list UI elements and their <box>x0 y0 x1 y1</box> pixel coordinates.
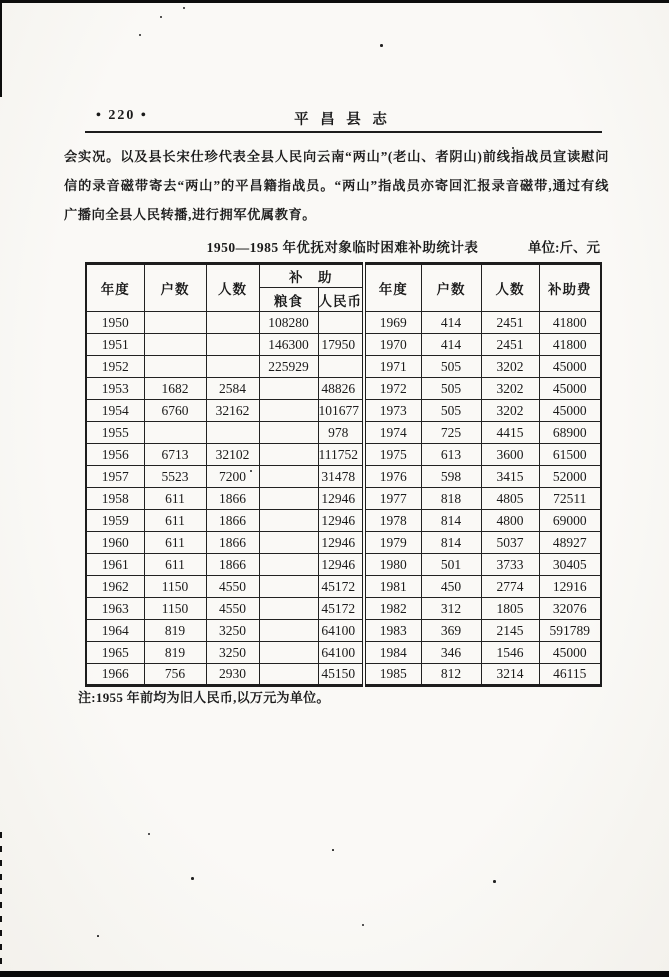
cell-households-left: 611 <box>144 532 206 554</box>
cell-persons-right: 3202 <box>481 356 539 378</box>
cell-subsidy-fee: 12916 <box>539 576 601 598</box>
cell-subsidy-fee: 41800 <box>539 312 601 334</box>
book-title: 平 昌 县 志 <box>294 112 391 128</box>
cell-subsidy-fee: 72511 <box>539 488 601 510</box>
cell-year-right: 1970 <box>364 334 421 356</box>
cell-households-left: 611 <box>144 488 206 510</box>
cell-persons-right: 1546 <box>481 642 539 664</box>
cell-year-right: 1982 <box>364 598 421 620</box>
cell-year-left: 1957 <box>86 466 144 488</box>
cell-year-left: 1951 <box>86 334 144 356</box>
cell-year-right: 1975 <box>364 444 421 466</box>
cell-subsidy-fee: 32076 <box>539 598 601 620</box>
col-header-rmb: 人民币 <box>318 288 364 312</box>
cell-rmb: 64100 <box>318 620 364 642</box>
cell-persons-left <box>206 312 259 334</box>
col-header-persons-right: 人数 <box>481 264 539 312</box>
table-row <box>86 576 601 598</box>
cell-year-left: 1950 <box>86 312 144 334</box>
cell-persons-left: 3250 <box>206 620 259 642</box>
cell-rmb: 12946 <box>318 510 364 532</box>
table-row <box>86 400 601 422</box>
cell-persons-left: 7200 <box>206 466 259 488</box>
col-header-year-right: 年度 <box>364 264 421 312</box>
cell-grain: 146300 <box>259 334 318 356</box>
cell-subsidy-fee: 45000 <box>539 400 601 422</box>
paragraph-line: 广播向全县人民转播,进行拥军优属教育。 <box>64 207 317 222</box>
cell-year-left: 1956 <box>86 444 144 466</box>
cell-persons-left: 1866 <box>206 532 259 554</box>
cell-year-left: 1965 <box>86 642 144 664</box>
cell-year-left: 1964 <box>86 620 144 642</box>
cell-households-right: 346 <box>421 642 481 664</box>
table-row <box>86 466 601 488</box>
cell-households-left <box>144 422 206 444</box>
cell-persons-left: 1866 <box>206 554 259 576</box>
cell-households-right: 414 <box>421 312 481 334</box>
cell-persons-left: 2930 <box>206 664 259 686</box>
table-unit-label: 单位:斤、元 <box>528 240 600 255</box>
cell-subsidy-fee: 46115 <box>539 664 601 686</box>
table-row <box>86 510 601 532</box>
cell-persons-right: 2145 <box>481 620 539 642</box>
col-header-subsidy-group: 补 助 <box>259 264 364 288</box>
col-header-grain: 粮食 <box>259 288 318 312</box>
scan-speck <box>332 849 334 851</box>
cell-persons-right: 2451 <box>481 312 539 334</box>
cell-rmb: 111752 <box>318 444 364 466</box>
cell-persons-right: 3202 <box>481 378 539 400</box>
cell-persons-left: 2584 <box>206 378 259 400</box>
scan-speck <box>191 877 194 880</box>
cell-households-right: 814 <box>421 532 481 554</box>
scan-speck <box>183 7 185 9</box>
footnote: 注:1955 年前均为旧人民币,以万元为单位。 <box>78 690 330 705</box>
scan-edge-left-dashed <box>0 832 2 972</box>
cell-rmb: 978 <box>318 422 364 444</box>
cell-rmb: 12946 <box>318 532 364 554</box>
cell-rmb: 48826 <box>318 378 364 400</box>
cell-year-right: 1984 <box>364 642 421 664</box>
cell-persons-left: 1866 <box>206 488 259 510</box>
scan-edge-top <box>0 0 669 3</box>
table-row <box>86 378 601 400</box>
cell-households-right: 814 <box>421 510 481 532</box>
cell-year-right: 1976 <box>364 466 421 488</box>
cell-persons-right: 3214 <box>481 664 539 686</box>
cell-rmb: 45172 <box>318 576 364 598</box>
cell-households-right: 818 <box>421 488 481 510</box>
table-row <box>86 312 601 334</box>
page-number: • 220 • <box>96 108 148 123</box>
cell-subsidy-fee: 52000 <box>539 466 601 488</box>
table-body <box>86 312 601 686</box>
cell-year-left: 1962 <box>86 576 144 598</box>
cell-year-left: 1953 <box>86 378 144 400</box>
running-header <box>0 108 669 128</box>
cell-persons-left: 4550 <box>206 598 259 620</box>
cell-year-right: 1972 <box>364 378 421 400</box>
table-row <box>86 620 601 642</box>
cell-subsidy-fee: 69000 <box>539 510 601 532</box>
cell-persons-right: 3202 <box>481 400 539 422</box>
cell-persons-right: 1805 <box>481 598 539 620</box>
cell-households-left <box>144 334 206 356</box>
scan-speck <box>493 880 496 883</box>
scan-edge-bottom <box>0 971 669 977</box>
cell-persons-left: 4550 <box>206 576 259 598</box>
cell-year-right: 1969 <box>364 312 421 334</box>
cell-year-right: 1983 <box>364 620 421 642</box>
cell-persons-left <box>206 334 259 356</box>
cell-year-right: 1977 <box>364 488 421 510</box>
cell-grain <box>259 576 318 598</box>
body-paragraph <box>64 142 609 229</box>
cell-rmb: 12946 <box>318 488 364 510</box>
cell-persons-right: 2451 <box>481 334 539 356</box>
table-row <box>86 444 601 466</box>
cell-households-right: 725 <box>421 422 481 444</box>
cell-year-right: 1971 <box>364 356 421 378</box>
cell-rmb: 45172 <box>318 598 364 620</box>
cell-grain <box>259 510 318 532</box>
cell-subsidy-fee: 45000 <box>539 356 601 378</box>
cell-persons-left: 32162 <box>206 400 259 422</box>
cell-households-left: 1150 <box>144 576 206 598</box>
cell-households-left: 5523 <box>144 466 206 488</box>
cell-grain <box>259 488 318 510</box>
cell-persons-left <box>206 356 259 378</box>
cell-households-left: 756 <box>144 664 206 686</box>
cell-year-right: 1979 <box>364 532 421 554</box>
col-header-households-right: 户数 <box>421 264 481 312</box>
cell-households-left: 819 <box>144 620 206 642</box>
cell-grain: 108280 <box>259 312 318 334</box>
cell-year-left: 1960 <box>86 532 144 554</box>
table-row <box>86 356 601 378</box>
cell-year-right: 1973 <box>364 400 421 422</box>
table-caption <box>85 236 600 256</box>
table-row <box>86 598 601 620</box>
cell-rmb: 17950 <box>318 334 364 356</box>
cell-rmb: 64100 <box>318 642 364 664</box>
scan-speck <box>362 924 364 926</box>
table-row <box>86 664 601 686</box>
cell-rmb: 12946 <box>318 554 364 576</box>
header-rule <box>85 131 602 133</box>
cell-grain <box>259 378 318 400</box>
cell-subsidy-fee: 45000 <box>539 642 601 664</box>
paragraph-line: 信的录音磁带寄去“两山”的平昌籍指战员。“两山”指战员亦寄回汇报录音磁带,通过有线 <box>64 178 609 193</box>
cell-households-right: 812 <box>421 664 481 686</box>
cell-households-left <box>144 356 206 378</box>
col-header-year-left: 年度 <box>86 264 144 312</box>
cell-households-right: 450 <box>421 576 481 598</box>
cell-households-right: 505 <box>421 378 481 400</box>
subsidy-statistics-table <box>85 262 602 687</box>
cell-subsidy-fee: 48927 <box>539 532 601 554</box>
cell-year-left: 1955 <box>86 422 144 444</box>
table-row <box>86 532 601 554</box>
cell-persons-right: 4800 <box>481 510 539 532</box>
col-header-persons-left: 人数 <box>206 264 259 312</box>
table-row <box>86 642 601 664</box>
cell-persons-right: 3600 <box>481 444 539 466</box>
cell-households-right: 505 <box>421 400 481 422</box>
cell-persons-left: 32102 <box>206 444 259 466</box>
cell-persons-right: 4805 <box>481 488 539 510</box>
cell-households-left: 611 <box>144 554 206 576</box>
cell-households-right: 598 <box>421 466 481 488</box>
cell-year-right: 1980 <box>364 554 421 576</box>
cell-year-right: 1981 <box>364 576 421 598</box>
cell-rmb <box>318 312 364 334</box>
cell-grain <box>259 422 318 444</box>
cell-households-right: 505 <box>421 356 481 378</box>
cell-households-left: 819 <box>144 642 206 664</box>
table-row <box>86 334 601 356</box>
scan-edge-left <box>0 0 2 97</box>
cell-households-left: 6760 <box>144 400 206 422</box>
cell-persons-right: 3415 <box>481 466 539 488</box>
cell-households-left: 1682 <box>144 378 206 400</box>
col-header-subsidy-fee: 补助费 <box>539 264 601 312</box>
cell-year-right: 1974 <box>364 422 421 444</box>
cell-households-right: 369 <box>421 620 481 642</box>
cell-grain <box>259 620 318 642</box>
table-title: 1950—1985 年优抚对象临时困难补助统计表 <box>206 240 479 255</box>
cell-households-right: 312 <box>421 598 481 620</box>
cell-year-left: 1959 <box>86 510 144 532</box>
table-row <box>86 488 601 510</box>
cell-year-left: 1952 <box>86 356 144 378</box>
scan-speck <box>139 34 141 36</box>
cell-subsidy-fee: 30405 <box>539 554 601 576</box>
cell-persons-right: 3733 <box>481 554 539 576</box>
cell-households-right: 613 <box>421 444 481 466</box>
cell-subsidy-fee: 68900 <box>539 422 601 444</box>
cell-rmb: 45150 <box>318 664 364 686</box>
cell-persons-left: 1866 <box>206 510 259 532</box>
cell-subsidy-fee: 591789 <box>539 620 601 642</box>
cell-year-left: 1954 <box>86 400 144 422</box>
cell-grain <box>259 554 318 576</box>
cell-households-left <box>144 312 206 334</box>
cell-grain <box>259 664 318 686</box>
cell-grain <box>259 400 318 422</box>
cell-year-left: 1963 <box>86 598 144 620</box>
cell-year-left: 1958 <box>86 488 144 510</box>
cell-year-left: 1961 <box>86 554 144 576</box>
cell-households-right: 501 <box>421 554 481 576</box>
cell-year-left: 1966 <box>86 664 144 686</box>
cell-rmb: 101677 <box>318 400 364 422</box>
cell-grain <box>259 598 318 620</box>
table-row <box>86 422 601 444</box>
cell-persons-right: 2774 <box>481 576 539 598</box>
cell-persons-left <box>206 422 259 444</box>
scan-speck <box>148 833 150 835</box>
col-header-households-left: 户数 <box>144 264 206 312</box>
paragraph-line: 会实况。以及县长宋仕珍代表全县人民向云南“两山”(老山、者阴山)前线指战员宣读慰问 <box>64 149 609 164</box>
scan-speck <box>380 44 383 47</box>
cell-year-right: 1978 <box>364 510 421 532</box>
cell-rmb: 31478 <box>318 466 364 488</box>
cell-grain <box>259 466 318 488</box>
cell-persons-right: 4415 <box>481 422 539 444</box>
cell-households-right: 414 <box>421 334 481 356</box>
cell-grain <box>259 642 318 664</box>
cell-households-left: 611 <box>144 510 206 532</box>
cell-year-right: 1985 <box>364 664 421 686</box>
cell-households-left: 1150 <box>144 598 206 620</box>
cell-subsidy-fee: 45000 <box>539 378 601 400</box>
cell-grain <box>259 532 318 554</box>
cell-subsidy-fee: 61500 <box>539 444 601 466</box>
cell-persons-left: 3250 <box>206 642 259 664</box>
cell-persons-right: 5037 <box>481 532 539 554</box>
cell-rmb <box>318 356 364 378</box>
cell-grain <box>259 444 318 466</box>
table-row <box>86 554 601 576</box>
cell-households-left: 6713 <box>144 444 206 466</box>
scan-speck <box>97 935 99 937</box>
cell-grain: 225929 <box>259 356 318 378</box>
scan-speck <box>160 16 162 18</box>
cell-subsidy-fee: 41800 <box>539 334 601 356</box>
